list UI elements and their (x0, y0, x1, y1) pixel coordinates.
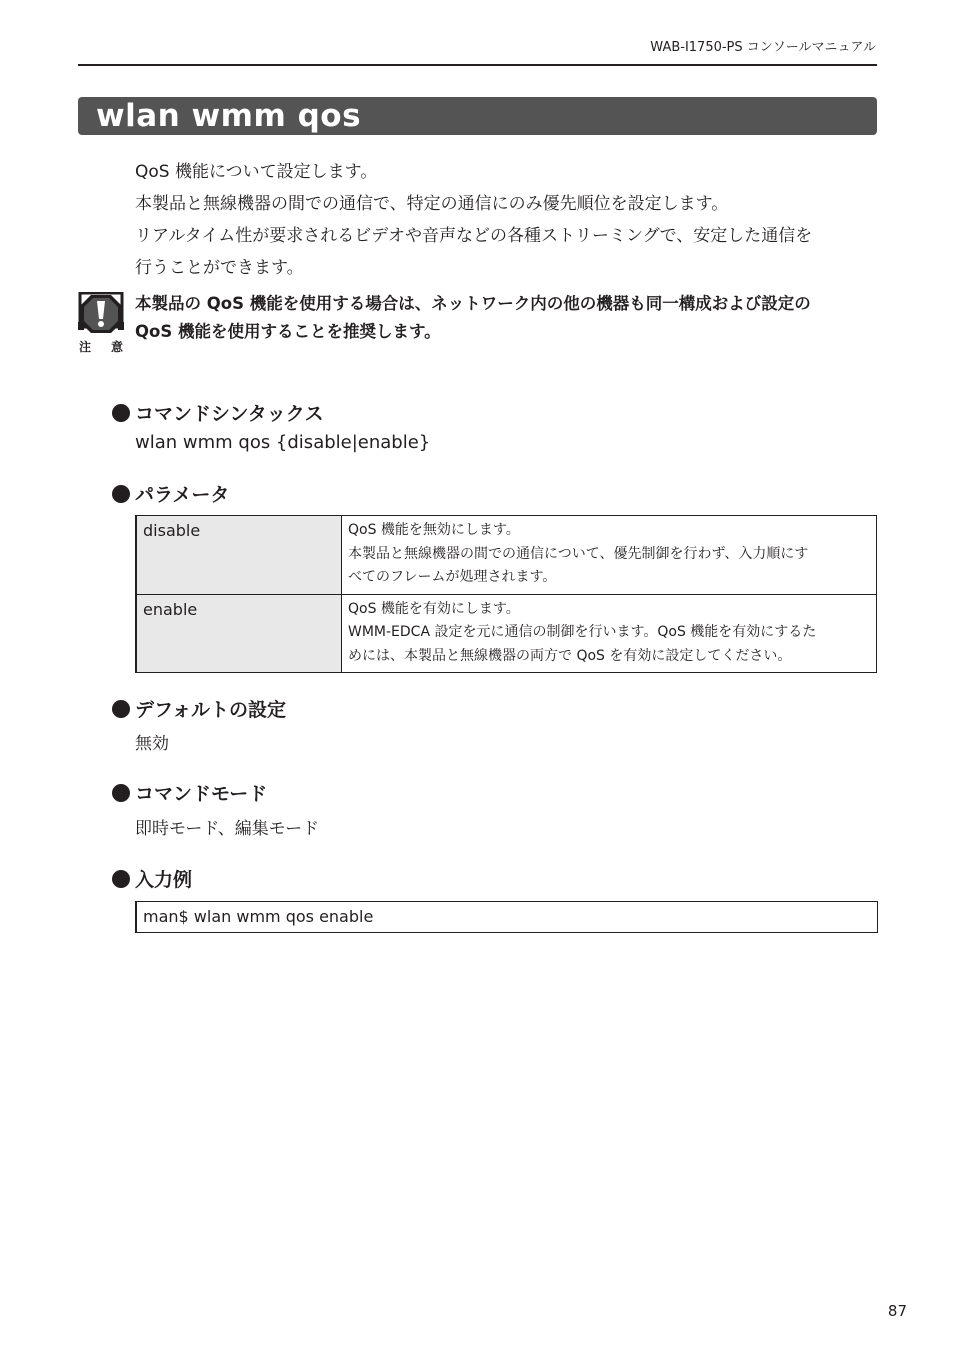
intro-line: 行うことができます。 (135, 258, 304, 278)
bullet-icon (112, 485, 130, 503)
params-heading (112, 480, 229, 507)
param-name: enable (136, 594, 342, 673)
caution-line: 本製品の QoS 機能を使用する場合は、ネットワーク内の他の機器も同一構成および設定の (135, 294, 811, 313)
params-heading-label: パラメータ (135, 484, 230, 506)
example-heading-label: 入力例 (135, 869, 193, 891)
mode-heading (112, 779, 267, 806)
caution-label-left: 注 (79, 340, 92, 354)
intro-text (135, 156, 880, 284)
example-box (135, 901, 878, 933)
caution-line: QoS 機能を使用することを推奨します。 (135, 322, 441, 341)
intro-line: リアルタイム性が要求されるビデオや音声などの各種ストリーミングで、安定した通信を (135, 226, 813, 246)
example-heading (112, 865, 192, 892)
intro-line: 本製品と無線機器の間での通信で、特定の通信にのみ優先順位を設定します。 (135, 194, 729, 214)
syntax-body: wlan wmm qos {disable|enable} (135, 432, 431, 453)
syntax-heading-label: コマンドシンタックス (135, 403, 324, 425)
param-description-line: QoS 機能を無効にします。 (348, 522, 520, 538)
parameter-table (135, 515, 877, 673)
param-name: disable (136, 516, 342, 595)
param-description-line: 本製品と無線機器の間での通信について、優先制御を行わず、入力順にす (348, 545, 809, 562)
param-description (342, 594, 877, 673)
manual-title: WAB-I1750-PS コンソールマニュアル (650, 40, 876, 55)
bullet-icon (112, 870, 130, 888)
bullet-icon (112, 404, 130, 422)
param-description-line: QoS 機能を有効にします。 (348, 600, 520, 617)
page-number: 87 (887, 1302, 907, 1320)
param-description-line: WMM-EDCA 設定を元に通信の制御を行います。QoS 機能を有効にするた (348, 624, 817, 640)
param-description (342, 516, 877, 595)
caution-text (135, 290, 880, 346)
default-heading (112, 695, 286, 722)
command-title-bar (78, 97, 877, 135)
mode-heading-label: コマンドモード (135, 783, 268, 805)
example-command: man$ wlan wmm qos enable (143, 907, 374, 926)
param-description-line: めには、本製品と無線機器の両方で QoS を有効に設定してください。 (348, 647, 792, 664)
bullet-icon (112, 784, 130, 802)
mode-body: 即時モード、編集モード (135, 819, 320, 839)
default-heading-label: デフォルトの設定 (135, 699, 287, 721)
caution-label (79, 338, 123, 355)
param-description-line: べてのフレームが処理されます。 (348, 569, 557, 585)
default-body: 無効 (135, 734, 169, 754)
intro-line: QoS 機能について設定します。 (135, 162, 378, 182)
syntax-heading (112, 399, 324, 426)
command-title: wlan wmm qos (96, 98, 362, 134)
table-row (136, 594, 877, 673)
table-row (136, 516, 877, 595)
bullet-icon (112, 700, 130, 718)
caution-label-right: 意 (110, 340, 123, 354)
header-rule (78, 64, 877, 66)
